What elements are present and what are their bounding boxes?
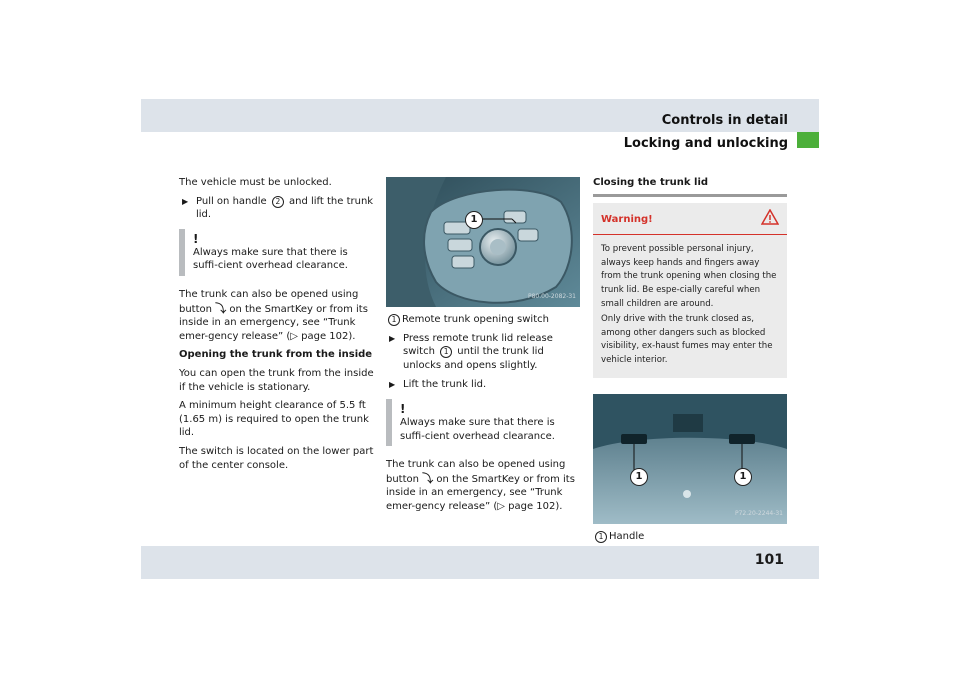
instruction-step: ▶ Press remote trunk lid release switch 1 until the trunk lid unlocks and opens slightly. [389,332,553,371]
paragraph: You can open the trunk from the inside if the vehicle is stationary. [179,367,374,393]
trunk-handle-illustration [593,394,787,524]
note-text: Always make sure that there is suffi-cient overhead clearance. [193,246,348,272]
image-code: P72.20-2244-31 [734,509,783,517]
page-number: 101 [754,552,784,568]
warning-text: To prevent possible personal injury, always keep hands and fingers away from the trunk opening when closing the trunk lid. Be espe-cially careful when small children are around. [601,244,777,309]
paragraph: The switch is located on the lower part of the center console. [179,445,374,471]
callout-1: 1 [465,211,483,229]
column-3 [593,176,787,548]
section-marker [797,132,819,148]
trunk-key-icon: ⤵ [422,471,434,485]
subheading: Opening the trunk from the inside [179,349,373,361]
footer-band [141,546,819,579]
instruction-step: ▶ Lift the trunk lid. [389,379,487,391]
trunk-key-icon: ⤵ [215,301,227,315]
column-2 [386,177,580,519]
trunk-handle-photo [593,394,787,524]
note-text: Always make sure that there is suffi-cient overhead clearance. [400,416,555,442]
callout-handle-left: 1 [630,468,648,486]
intro-text: The vehicle must be unlocked. [179,177,332,188]
exclamation-icon: ! [400,401,406,416]
console-switch-illustration [386,177,580,307]
instruction-step: ▶ Pull on handle 2 and lift the trunk lid. [182,195,374,221]
exclamation-icon: ! [193,231,199,246]
callout-number: 2 [272,196,284,208]
warning-triangle-icon [761,209,779,225]
triangle-right-icon: ▶ [389,333,396,343]
figure-caption: 1 Remote trunk opening switch [386,313,580,327]
paragraph: A minimum height clearance of 5.5 ft (1.65 m) is required to open the trunk lid. [179,400,369,439]
warning-text: Only drive with the trunk closed as, among other dangers such as blocked visibility, ex-haust fumes may enter the vehicle interior. [601,314,773,365]
column-1 [179,176,375,477]
note-box [179,229,375,276]
section-heading: Closing the trunk lid [593,176,787,197]
triangle-right-icon: ▶ [389,380,396,390]
section-subtitle: Locking and unlocking [623,136,788,151]
figure-caption: 1 Handle [593,530,787,544]
alt-open-text: The trunk can also be opened using button ⤵ on the SmartKey or from its inside in an emergency, see “Trunk emer-gency release” (▷ page 102). [386,459,575,512]
warning-box [593,203,787,378]
console-switch-photo [386,177,580,307]
section-title: Controls in detail [661,113,788,128]
image-code: P80.00-2082-31 [527,293,576,301]
note-box [386,399,580,446]
alt-open-text: The trunk can also be opened using button ⤵ on the SmartKey or from its inside in an emergency, see “Trunk emer-gency release” (▷ page 102). [179,288,368,342]
triangle-right-icon: ▶ [182,196,189,206]
warning-title: Warning! [593,213,787,236]
callout-handle-right: 1 [734,468,752,486]
